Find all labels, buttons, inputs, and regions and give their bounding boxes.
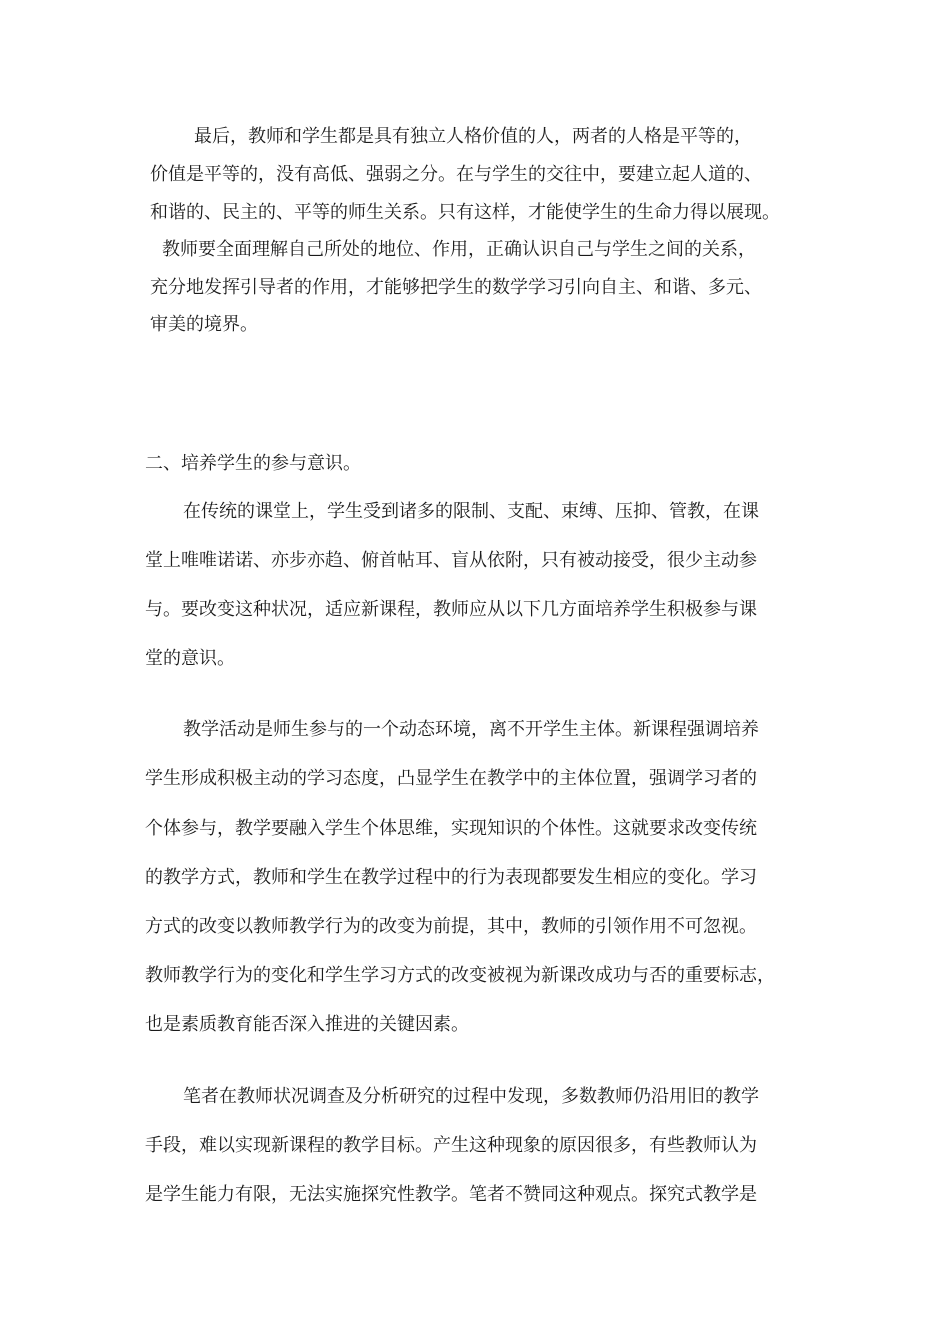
text-line: 的教学方式，教师和学生在教学过程中的行为表现都要发生相应的变化。学习 [145, 867, 757, 888]
text-line: 个体参与，教学要融入学生个体思维，实现知识的个体性。这就要求改变传统 [145, 818, 757, 839]
text-line: 在传统的课堂上，学生受到诸多的限制、支配、束缚、压抑、管教，在课 [183, 501, 759, 522]
text-line: 审美的境界。 [150, 314, 258, 335]
text-line: 学生形成积极主动的学习态度，凸显学生在教学中的主体位置，强调学习者的 [145, 768, 757, 789]
text-line: 教学活动是师生参与的一个动态环境，离不开学生主体。新课程强调培养 [183, 719, 759, 740]
text-line: 教师要全面理解自己所处的地位、作用，正确认识自己与学生之间的关系， [162, 239, 756, 260]
text-line: 充分地发挥引导者的作用，才能够把学生的数学学习引向自主、和谐、多元、 [150, 277, 762, 298]
text-line: 堂的意识。 [145, 648, 235, 669]
text-line: 也是素质教育能否深入推进的关键因素。 [145, 1014, 469, 1035]
text-line: 价值是平等的，没有高低、强弱之分。在与学生的交往中，要建立起人道的、 [150, 164, 762, 185]
text-line: 手段，难以实现新课程的教学目标。产生这种现象的原因很多，有些教师认为 [145, 1135, 757, 1156]
text-line: 和谐的、民主的、平等的师生关系。只有这样，才能使学生的生命力得以展现。 [150, 202, 780, 223]
text-line: 与。要改变这种状况，适应新课程，教师应从以下几方面培养学生积极参与课 [145, 599, 757, 620]
text-line: 教师教学行为的变化和学生学习方式的改变被视为新课改成功与否的重要标志， [145, 965, 775, 986]
text-line: 最后，教师和学生都是具有独立人格价值的人，两者的人格是平等的， [158, 126, 752, 147]
text-line: 方式的改变以教师教学行为的改变为前提，其中，教师的引领作用不可忽视。 [145, 916, 757, 937]
section-heading: 二、培养学生的参与意识。 [145, 453, 361, 474]
text-line: 笔者在教师状况调查及分析研究的过程中发现，多数教师仍沿用旧的教学 [183, 1086, 759, 1107]
text-line: 是学生能力有限，无法实施探究性教学。笔者不赞同这种观点。探究式教学是 [145, 1184, 757, 1205]
text-line: 堂上唯唯诺诺、亦步亦趋、俯首帖耳、盲从依附，只有被动接受，很少主动参 [145, 550, 757, 571]
